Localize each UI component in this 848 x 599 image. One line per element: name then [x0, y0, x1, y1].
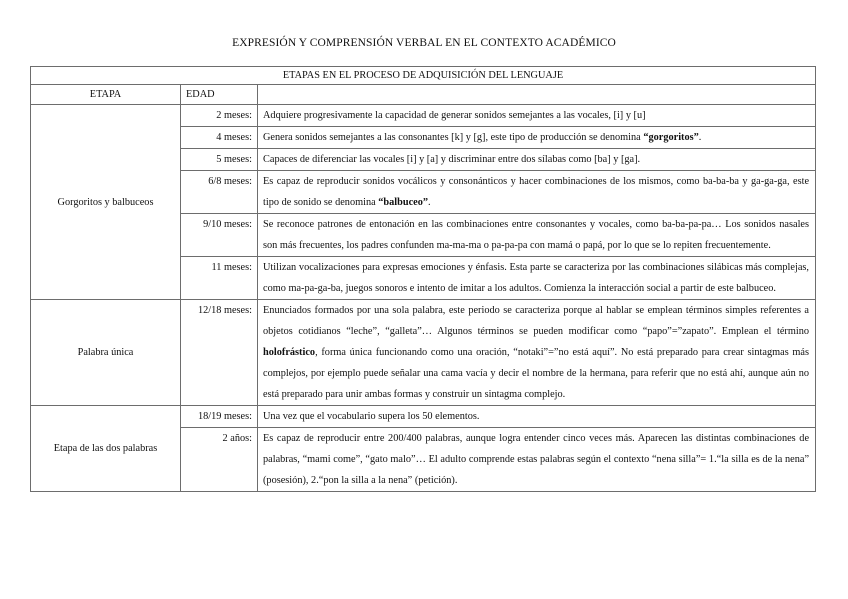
description-cell: Es capaz de reproducir entre 200/400 palabras, aunque logra entender cinco veces más. Aparecen las distintas combinaciones de palabras, “mami come”, “gato malo”… El adulto comprende estas palabras según el contexto “nena silla”= 1.“la silla es de la nena” (posesión), 2.“pon la silla a la nena” (petición).	[258, 428, 816, 492]
age-cell: 6/8 meses:	[181, 171, 258, 214]
column-header-age: EDAD	[181, 85, 258, 105]
column-header-description	[258, 85, 816, 105]
document-title: EXPRESIÓN Y COMPRENSIÓN VERBAL EN EL CONTEXTO ACADÉMICO	[232, 37, 616, 49]
age-cell: 5 meses:	[181, 149, 258, 171]
description-cell: Capaces de diferenciar las vocales [i] y [a] y discriminar entre dos sílabas como [ba] y [ga].	[258, 149, 816, 171]
stage-name: Palabra única	[31, 300, 181, 406]
table-caption: ETAPAS EN EL PROCESO DE ADQUISICIÓN DEL LENGUAJE	[31, 67, 816, 85]
description-cell: Una vez que el vocabulario supera los 50 elementos.	[258, 406, 816, 428]
language-stages-table	[30, 66, 816, 492]
column-header-stage: ETAPA	[31, 85, 181, 105]
description-cell: Adquiere progresivamente la capacidad de generar sonidos semejantes a las vocales, [i] y [u]	[258, 105, 816, 127]
term-holofrastico: holofrástico	[263, 347, 316, 358]
table-row	[31, 300, 816, 406]
age-cell: 18/19 meses:	[181, 406, 258, 428]
age-cell: 2 años:	[181, 428, 258, 492]
description-cell: Enunciados formados por una sola palabra, este periodo se caracteriza porque al hablar se emplean términos simples referentes a objetos cotidianos “leche”, “galleta”… Algunos términos se pueden modificar como “papo”=”zapato”. Emplean el término holofrástico, forma única funcionando como una oración, “notaki”=”no está aquí”. No está preparado para crear sintagmas más complejos, por ejemplo puede señalar una cama vacía y decir el nombre de la hermana, para referir que no está ahí, aunque aún no está preparado para unir ambas formas y construir un sintagma complejo.	[258, 300, 816, 406]
stage-name: Gorgoritos y balbuceos	[31, 105, 181, 300]
description-cell: Utilizan vocalizaciones para expresas emociones y énfasis. Esta parte se caracteriza por las combinaciones silábicas más complejas, como ma-pa-ga-ba, juegos sonoros e intento de imitar a los adultos. Comienza la interacción social a partir de este balbuceo.	[258, 257, 816, 300]
term-gorgoritos: “gorgoritos”	[643, 132, 699, 143]
description-cell: Se reconoce patrones de entonación en las combinaciones entre consonantes y vocales, como ba-ba-pa-pa… Los sonidos nasales son más frecuentes, los padres confunden ma-ma-ma o pa-pa-pa con mamá o papá, por lo que se lo repiten frecuentemente.	[258, 214, 816, 257]
table-row	[31, 406, 816, 428]
description-cell: Es capaz de reproducir sonidos vocálicos y consonánticos y hacer combinaciones de los mismos, como ba-ba-ba y ga-ga-ga, este tipo de sonido se denomina “balbuceo”.	[258, 171, 816, 214]
age-cell: 9/10 meses:	[181, 214, 258, 257]
description-cell: Genera sonidos semejantes a las consonantes [k] y [g], este tipo de producción se denomina “gorgoritos”.	[258, 127, 816, 149]
age-cell: 2 meses:	[181, 105, 258, 127]
stage-name: Etapa de las dos palabras	[31, 406, 181, 492]
age-cell: 11 meses:	[181, 257, 258, 300]
table-row	[31, 105, 816, 127]
term-balbuceo: “balbuceo”	[378, 197, 429, 208]
age-cell: 12/18 meses:	[181, 300, 258, 406]
age-cell: 4 meses:	[181, 127, 258, 149]
